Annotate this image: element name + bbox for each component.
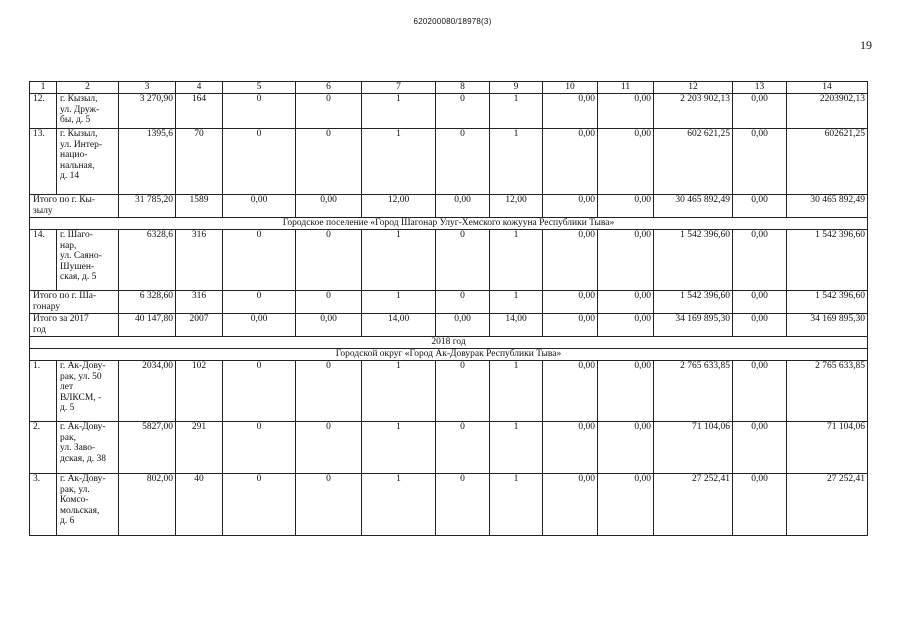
section-row xyxy=(30,218,868,230)
total-row xyxy=(30,314,868,337)
header-cell: 6 xyxy=(296,82,362,94)
table-cell: 27 252,41 xyxy=(654,474,733,536)
table-cell: 0,00 xyxy=(733,94,787,129)
table-cell: 0,00 xyxy=(296,195,362,218)
table-cell: 602 621,25 xyxy=(654,129,733,195)
header-cell: 7 xyxy=(362,82,436,94)
table-cell: 1 542 396,60 xyxy=(654,230,733,291)
table-cell: 0,00 xyxy=(543,361,598,422)
table-cell: 0 xyxy=(223,474,296,536)
table-cell: 0 xyxy=(436,361,490,422)
table-cell: 316 xyxy=(176,291,223,314)
table-cell: 0,00 xyxy=(598,230,654,291)
table-cell: 13. xyxy=(30,129,57,195)
table-cell: 0 xyxy=(296,422,362,474)
header-cell: 2 xyxy=(57,82,119,94)
table-cell: 3. xyxy=(30,474,57,536)
table-cell: 71 104,06 xyxy=(654,422,733,474)
table-cell: 27 252,41 xyxy=(787,474,868,536)
total-row xyxy=(30,291,868,314)
page-number: 19 xyxy=(860,38,872,52)
table-row xyxy=(30,422,868,474)
table-cell: 1 xyxy=(362,422,436,474)
table-cell: 0,00 xyxy=(436,314,490,337)
table-cell: 1589 xyxy=(176,195,223,218)
table-row xyxy=(30,129,868,195)
table-row xyxy=(30,230,868,291)
table-cell: 0 xyxy=(223,94,296,129)
table-cell: 0,00 xyxy=(436,195,490,218)
table-cell: 0,00 xyxy=(733,230,787,291)
table-cell: 2 203 902,13 xyxy=(654,94,733,129)
table-cell: 0,00 xyxy=(598,195,654,218)
table-cell: 0 xyxy=(296,291,362,314)
header-cell: 8 xyxy=(436,82,490,94)
table-cell: 0 xyxy=(223,291,296,314)
section-title: 2018 год xyxy=(30,337,868,349)
table-cell: 0 xyxy=(223,129,296,195)
table-cell: 6 328,60 xyxy=(119,291,176,314)
table-cell: 0 xyxy=(296,474,362,536)
table-cell: 0,00 xyxy=(733,291,787,314)
table-cell: 31 785,20 xyxy=(119,195,176,218)
table-cell: 164 xyxy=(176,94,223,129)
table-cell: 14,00 xyxy=(490,314,543,337)
data-table xyxy=(29,81,868,536)
table-cell: 2. xyxy=(30,422,57,474)
table-cell: 1 xyxy=(490,474,543,536)
table-cell: 0,00 xyxy=(223,314,296,337)
table-cell: 0,00 xyxy=(598,129,654,195)
table-cell: 0 xyxy=(223,422,296,474)
address-cell: г. Кызыл, ул. Интер- нацио- нальная, д. 14 xyxy=(57,129,119,195)
table-cell: 602621,25 xyxy=(787,129,868,195)
address-cell: г. Ак-Дову- рак, ул. Комсо- мольская, д. 6 xyxy=(57,474,119,536)
table-cell: 0 xyxy=(436,230,490,291)
table-cell: 1 542 396,60 xyxy=(787,291,868,314)
table-cell: 70 xyxy=(176,129,223,195)
table-cell: 71 104,06 xyxy=(787,422,868,474)
table-cell: 14. xyxy=(30,230,57,291)
table-cell: 0,00 xyxy=(733,129,787,195)
table-cell: 0,00 xyxy=(543,474,598,536)
table-cell: 40 xyxy=(176,474,223,536)
table-cell: 0,00 xyxy=(543,314,598,337)
table-cell: 0,00 xyxy=(543,230,598,291)
table-cell: 34 169 895,30 xyxy=(654,314,733,337)
table-cell: 291 xyxy=(176,422,223,474)
table-cell: 0,00 xyxy=(598,474,654,536)
table-cell: 0,00 xyxy=(598,361,654,422)
header-cell: 10 xyxy=(543,82,598,94)
table-cell: 802,00 xyxy=(119,474,176,536)
table-cell: 12,00 xyxy=(490,195,543,218)
table-cell: 2 765 633,85 xyxy=(787,361,868,422)
header-cell: 4 xyxy=(176,82,223,94)
table-cell: 2007 xyxy=(176,314,223,337)
table-cell: 0 xyxy=(436,422,490,474)
section-title: Городской округ «Город Ак-Довурак Республики Тыва» xyxy=(30,349,868,361)
table-cell: 0 xyxy=(296,94,362,129)
header-cell: 1 xyxy=(30,82,57,94)
table-cell: 0 xyxy=(223,361,296,422)
table-row xyxy=(30,474,868,536)
table-cell: 14,00 xyxy=(362,314,436,337)
header-cell: 11 xyxy=(598,82,654,94)
total-label: Итого по г. Кы- зылу xyxy=(30,195,119,218)
table-cell: 0 xyxy=(296,361,362,422)
table-cell: 1395,6 xyxy=(119,129,176,195)
table-cell: 2203902,13 xyxy=(787,94,868,129)
table-cell: 0 xyxy=(296,129,362,195)
table-cell: 0,00 xyxy=(733,361,787,422)
header-cell: 5 xyxy=(223,82,296,94)
header-row xyxy=(30,82,868,94)
table-cell: 6328,6 xyxy=(119,230,176,291)
section-row xyxy=(30,337,868,349)
table-cell: 1 xyxy=(362,361,436,422)
table-cell: 40 147,80 xyxy=(119,314,176,337)
table-cell: 0,00 xyxy=(223,195,296,218)
address-cell: г. Шаго- нар, ул. Саяно- Шушен- ская, д. 5 xyxy=(57,230,119,291)
table-cell: 1 xyxy=(362,94,436,129)
header-cell: 9 xyxy=(490,82,543,94)
table-cell: 0,00 xyxy=(543,291,598,314)
section-row xyxy=(30,349,868,361)
address-cell: г. Кызыл, ул. Друж- бы, д. 5 xyxy=(57,94,119,129)
table-cell: 12,00 xyxy=(362,195,436,218)
table-cell: 0,00 xyxy=(733,314,787,337)
table-cell: 0 xyxy=(436,129,490,195)
address-cell: г. Ак-Дову- рак, ул. 50 лет ВЛКСМ, - д. 5 xyxy=(57,361,119,422)
table-cell: 0 xyxy=(436,94,490,129)
table-row xyxy=(30,361,868,422)
table-cell: 0 xyxy=(296,230,362,291)
document-id: 620200080/18978(3) xyxy=(413,17,492,26)
table-cell: 3 270,90 xyxy=(119,94,176,129)
total-label: Итого за 2017 год xyxy=(30,314,119,337)
table-cell: 1 xyxy=(362,129,436,195)
table-cell: 316 xyxy=(176,230,223,291)
table-cell: 0,00 xyxy=(733,474,787,536)
table-cell: 12. xyxy=(30,94,57,129)
table-cell: 1 xyxy=(490,361,543,422)
total-row xyxy=(30,195,868,218)
table-cell: 0 xyxy=(436,291,490,314)
table-cell: 102 xyxy=(176,361,223,422)
address-cell: г. Ак-Дову- рак, ул. Заво- дская, д. 38 xyxy=(57,422,119,474)
table-cell: 1. xyxy=(30,361,57,422)
table-cell: 34 169 895,30 xyxy=(787,314,868,337)
table-cell: 0,00 xyxy=(733,422,787,474)
table-cell: 30 465 892,49 xyxy=(787,195,868,218)
table-cell: 5827,00 xyxy=(119,422,176,474)
table-cell: 1 xyxy=(490,422,543,474)
table-cell: 1 xyxy=(490,230,543,291)
table-cell: 0,00 xyxy=(598,422,654,474)
table-cell: 0,00 xyxy=(543,94,598,129)
table-cell: 0 xyxy=(223,230,296,291)
header-cell: 3 xyxy=(119,82,176,94)
total-label: Итого по г. Ша- гонару xyxy=(30,291,119,314)
table-cell: 0,00 xyxy=(543,195,598,218)
table-cell: 0,00 xyxy=(296,314,362,337)
section-title: Городское поселение «Город Шагонар Улуг-Хемского кожууна Республики Тыва» xyxy=(30,218,868,230)
table-cell: 0,00 xyxy=(598,314,654,337)
table-cell: 1 xyxy=(490,291,543,314)
table-cell: 1 xyxy=(490,129,543,195)
table-cell: 30 465 892,49 xyxy=(654,195,733,218)
header-cell: 12 xyxy=(654,82,733,94)
table-cell: 0,00 xyxy=(598,291,654,314)
table-cell: 0,00 xyxy=(733,195,787,218)
table-cell: 1 xyxy=(362,230,436,291)
table-cell: 2034,00 xyxy=(119,361,176,422)
table-cell: 1 542 396,60 xyxy=(787,230,868,291)
table-cell: 1 xyxy=(362,291,436,314)
table-cell: 1 xyxy=(362,474,436,536)
header-cell: 13 xyxy=(733,82,787,94)
table-row xyxy=(30,94,868,129)
table-cell: 1 542 396,60 xyxy=(654,291,733,314)
table-cell: 0 xyxy=(436,474,490,536)
table-cell: 0,00 xyxy=(598,94,654,129)
table-cell: 0,00 xyxy=(543,129,598,195)
table-cell: 2 765 633,85 xyxy=(654,361,733,422)
table-cell: 0,00 xyxy=(543,422,598,474)
table-cell: 1 xyxy=(490,94,543,129)
header-cell: 14 xyxy=(787,82,868,94)
